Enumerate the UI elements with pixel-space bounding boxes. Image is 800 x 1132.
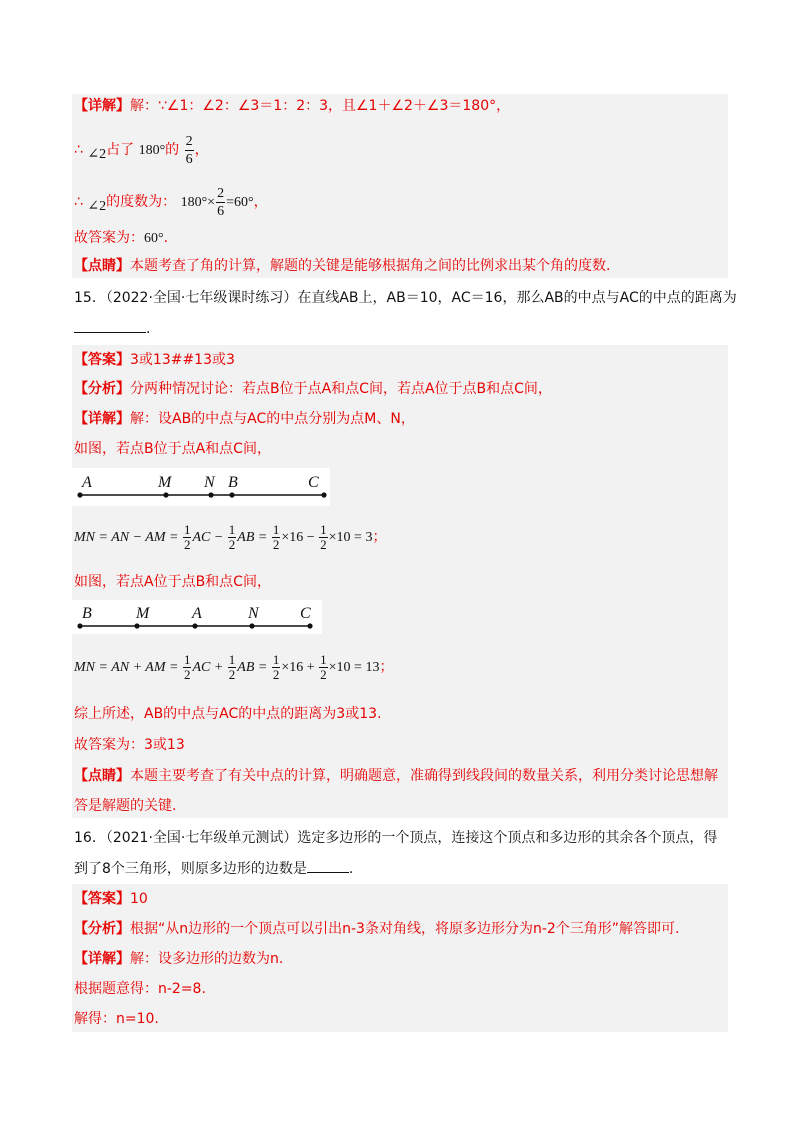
q14-degree-line — [74, 184, 268, 221]
eq-lhs: MN = AN − AM = — [74, 530, 179, 545]
comment-text: 本题主要考查了有关中点的计算，明确题意，准确得到线段间的数量关系，利用分类讨论思想解 — [130, 768, 718, 784]
analysis-label: 【分析】 — [74, 381, 130, 397]
comment-label: 【点睛】 — [74, 768, 130, 784]
segment-diagram-1-svg — [72, 468, 330, 506]
fraction-denominator: 6 — [185, 151, 193, 167]
expr-part-b: =60° — [226, 195, 254, 210]
fraction-denominator: 2 — [320, 537, 327, 553]
eq-lhs: MN = AN + AM = — [74, 660, 179, 675]
q16-detail-line — [74, 949, 283, 969]
fraction-numerator: 1 — [320, 522, 327, 538]
fraction-numerator: 1 — [272, 522, 280, 538]
q15-comment-line1 — [74, 766, 718, 786]
question-text: 到了8个三角形，则原多边形的边数是 — [74, 861, 307, 877]
q16-step1-line: 根据题意得：n-2=8. — [74, 981, 206, 997]
q15-summary-line: 综上所述，AB的中点与AC的中点的距离为3或13. — [74, 706, 382, 722]
point-dot — [321, 492, 326, 497]
half-fraction — [228, 653, 237, 682]
answer-label: 【答案】 — [74, 891, 130, 907]
fraction-denominator: 2 — [183, 537, 191, 553]
segment-diagram-2-svg — [72, 600, 322, 634]
point-label: C — [308, 474, 319, 491]
q15-equation-2 — [74, 648, 393, 688]
q14-comment-line — [74, 256, 610, 276]
half-fraction — [319, 523, 328, 552]
answer-blank — [74, 318, 146, 333]
fraction-denominator: 2 — [272, 667, 280, 683]
q16-step2-line: 解得：n=10. — [74, 1011, 159, 1027]
analysis-text: 根据“从n边形的一个顶点可以引出n-3条对角线，将原多边形分为n-2个三角形”解答即可. — [130, 921, 680, 937]
period: . — [348, 861, 354, 877]
comment-text: 本题考查了角的计算，解题的关键是能够根据角之间的比例求出某个角的度数. — [130, 258, 611, 274]
eq-term: AC − — [192, 530, 224, 545]
analysis-text: 分两种情况讨论：若点B位于点A和点C间，若点A位于点B和点C间， — [130, 381, 552, 397]
comment-label: 【点睛】 — [74, 258, 130, 274]
q15-analysis-line — [74, 379, 552, 399]
point-label: A — [82, 474, 92, 491]
q14-detail-line — [74, 96, 510, 116]
comma: ， — [194, 142, 209, 158]
q16-analysis-line — [74, 919, 680, 939]
q15-answer-line — [74, 350, 235, 370]
fraction-denominator: 2 — [228, 667, 236, 683]
fraction-denominator: 6 — [217, 203, 225, 219]
q14-answer-line — [74, 228, 168, 249]
q14-fraction-line — [74, 132, 209, 169]
fraction-numerator: 1 — [183, 522, 191, 538]
fraction-denominator: 2 — [272, 537, 280, 553]
half-fraction — [272, 653, 281, 682]
occupies-text: 占了 — [106, 142, 135, 158]
fraction-2-6 — [216, 185, 225, 220]
de-text: 的 — [165, 142, 180, 158]
fraction-numerator: 1 — [228, 522, 236, 538]
point-dot — [249, 623, 254, 628]
detail-text: 解：设多边形的边数为n. — [130, 951, 284, 967]
comma: ， — [253, 194, 268, 210]
segment-diagram-2 — [72, 600, 322, 634]
q15-detail-line — [74, 409, 415, 429]
angle-2: ∠2 — [87, 199, 107, 214]
point-dot — [307, 623, 312, 628]
angle-180: 180° — [138, 143, 166, 158]
semicolon: ； — [379, 660, 394, 675]
segment-diagram-1 — [72, 468, 330, 506]
detail-text: 解：设AB的中点与AC的中点分别为点M、N， — [130, 411, 415, 427]
q15-comment-line2: 答是解题的关键. — [74, 798, 177, 814]
angle-2: ∠2 — [87, 147, 107, 162]
answer-text: 10 — [130, 891, 148, 907]
therefore-symbol: ∴ — [74, 142, 83, 158]
answer-value: 60° — [144, 231, 164, 246]
half-fraction — [319, 653, 328, 682]
semicolon: ； — [372, 530, 387, 545]
half-fraction — [228, 523, 237, 552]
point-label: N — [204, 474, 215, 491]
fraction-numerator: 1 — [228, 652, 236, 668]
point-label: N — [248, 605, 259, 622]
eq-term: ×16 + — [281, 660, 315, 675]
point-label: M — [158, 474, 172, 491]
q15-case2-line: 如图，若点A位于点B和点C间， — [74, 574, 271, 590]
half-fraction — [183, 653, 192, 682]
fraction-denominator: 2 — [228, 537, 236, 553]
fraction-numerator: 1 — [183, 652, 191, 668]
fraction-numerator: 1 — [320, 652, 327, 668]
point-dot — [208, 492, 213, 497]
point-dot — [134, 623, 139, 628]
answer-prefix: 故答案为： — [74, 737, 144, 753]
q15-case1-line: 如图，若点B位于点A和点C间， — [74, 441, 271, 457]
fraction-numerator: 2 — [217, 185, 225, 201]
q16-question-line1: 16．（2021·全国·七年级单元测试）选定多边形的一个顶点，连接这个顶点和多边形的其余各个顶点，得 — [74, 830, 718, 846]
detail-label: 【详解】 — [74, 951, 130, 967]
eq-term: AB = — [237, 530, 268, 545]
point-label: B — [228, 474, 238, 491]
period: . — [163, 230, 169, 246]
answer-prefix: 故答案为： — [74, 230, 144, 246]
eq-term: ×16 − — [281, 530, 315, 545]
q15-equation-1 — [74, 518, 386, 558]
fraction-denominator: 2 — [320, 667, 327, 683]
half-fraction — [183, 523, 192, 552]
q16-question-line2 — [74, 858, 353, 879]
answer-label: 【答案】 — [74, 352, 130, 368]
point-dot — [77, 623, 82, 628]
period: . — [146, 321, 151, 337]
analysis-label: 【分析】 — [74, 921, 130, 937]
fraction-denominator: 2 — [183, 667, 191, 683]
detail-label: 【详解】 — [74, 411, 130, 427]
point-dot — [229, 492, 234, 497]
q15-question-line1: 15．（2022·全国·七年级课时练习）在直线AB上，AB＝10，AC＝16，那么AB的中点与AC的中点的距离为 — [74, 290, 737, 306]
q15-question-line2 — [74, 318, 150, 339]
q15-answer-final-line — [74, 735, 185, 755]
point-label: B — [82, 605, 92, 622]
half-fraction — [272, 523, 281, 552]
therefore-symbol: ∴ — [74, 194, 83, 210]
point-dot — [77, 492, 82, 497]
eq-term: ×10 = 13 — [328, 660, 380, 675]
point-dot — [163, 492, 168, 497]
answer-value: 3或13 — [144, 737, 185, 753]
eq-term: AB = — [237, 660, 268, 675]
degree-text: 的度数为： — [106, 194, 177, 210]
point-label: A — [192, 605, 202, 622]
detail-label: 【详解】 — [74, 98, 130, 114]
point-dot — [192, 623, 197, 628]
answer-text: 3或13##13或3 — [130, 352, 235, 368]
fraction-2-6 — [185, 133, 194, 168]
fraction-numerator: 2 — [185, 133, 193, 149]
eq-term: ×10 = 3 — [328, 530, 373, 545]
detail-text: 解：∵∠1：∠2：∠3＝1：2：3，且∠1＋∠2＋∠3＝180°， — [130, 98, 511, 114]
expr-part-a: 180°× — [180, 195, 216, 210]
eq-term: AC + — [192, 660, 224, 675]
fraction-numerator: 1 — [272, 652, 280, 668]
point-label: C — [300, 605, 311, 622]
answer-blank — [307, 858, 349, 873]
q16-answer-line — [74, 889, 148, 909]
point-label: M — [136, 605, 150, 622]
